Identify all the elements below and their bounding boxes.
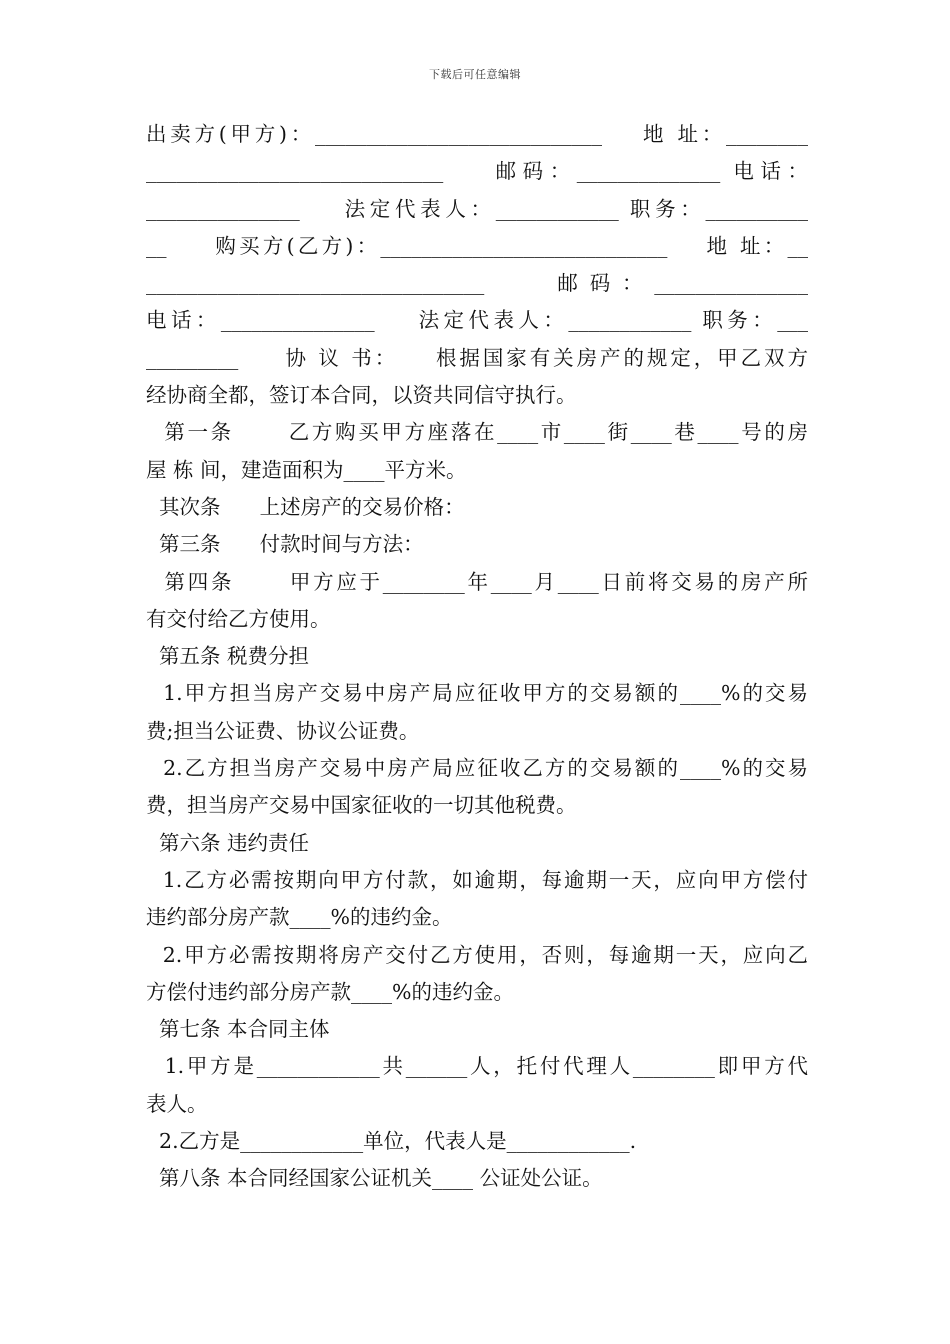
text-line: 2.甲方必需按期将房产交付乙方使用，否则，每逾期一天，应向乙	[146, 942, 808, 967]
text-line: 表人。	[146, 1091, 208, 1116]
text-line: 2.乙方担当房产交易中房产局应征收乙方的交易额的____%的交易	[146, 756, 808, 781]
text-line: 1.甲方担当房产交易中房产局应征收甲方的交易额的____%的交易	[146, 681, 808, 706]
contract-body	[146, 116, 808, 1198]
text-line: _____________________________ 邮码：______________ 电话：	[146, 159, 808, 184]
text-line: 其次条 上述房产的交易价格：	[146, 494, 465, 519]
text-line: 有交付给乙方使用。	[146, 606, 331, 631]
text-line: 电话：_______________ 法定代表人：____________ 职务：___	[146, 308, 808, 333]
text-line: _________ 协 议 书： 根据国家有关房产的规定，甲乙双方	[146, 345, 808, 370]
text-line: 费，担当房产交易中国家征收的一切其他税费。	[146, 793, 577, 818]
text-line: 经协商全都，签订本合同，以资共同信守执行。	[146, 383, 577, 408]
text-line: 第六条 违约责任	[146, 830, 310, 855]
page-header-note: 下载后可任意编辑	[429, 68, 521, 81]
text-line: 费;担当公证费、协议公证费。	[146, 718, 420, 743]
text-line: 第五条 税费分担	[146, 644, 310, 669]
text-line: 违约部分房产款____%的违约金。	[146, 905, 453, 930]
text-line: 屋 栋 间，建造面积为____平方米。	[146, 457, 467, 482]
text-line: 第四条 甲方应于________年____月____日前将交易的房产所	[146, 569, 808, 594]
text-line: 第三条 付款时间与方法：	[146, 532, 424, 557]
text-line: 1.乙方必需按期向甲方付款，如逾期，每逾期一天，应向甲方偿付	[146, 867, 808, 892]
text-line: 1.甲方是____________共______人，托付代理人________即甲方代	[146, 1054, 808, 1079]
text-line: _______________ 法定代表人：____________ 职务：__________	[146, 196, 808, 221]
text-line: 第一条 乙方购买甲方座落在____市____街____巷____号的房	[146, 420, 808, 445]
text-line: 第八条 本合同经国家公证机关____ 公证处公证。	[146, 1166, 603, 1191]
text-line: 方偿付违约部分房产款____%的违约金。	[146, 979, 514, 1004]
text-line: 2.乙方是____________单位，代表人是____________.	[146, 1129, 637, 1154]
text-line: 第七条 本合同主体	[146, 1017, 330, 1042]
text-line: _________________________________ 邮码：_______________	[146, 271, 808, 296]
text-line: 出卖方(甲方)：____________________________ 地 址：________	[146, 122, 808, 146]
text-line: __ 购买方(乙方)：____________________________ 地 址：__	[146, 233, 808, 258]
